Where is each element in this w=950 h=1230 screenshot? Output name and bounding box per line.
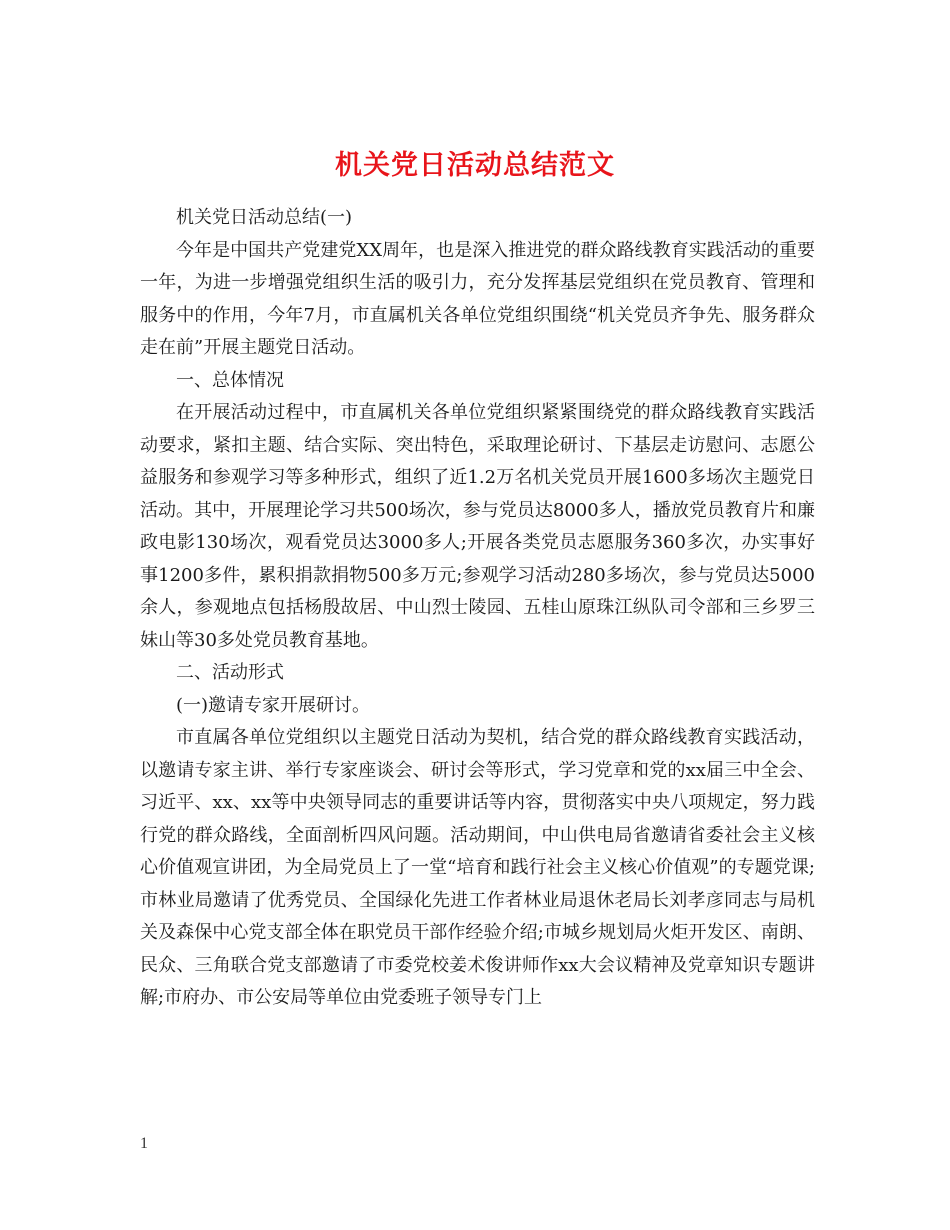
document-body	[140, 202, 815, 1015]
paragraph-overview: 在开展活动过程中，市直属机关各单位党组织紧紧围绕党的群众路线教育实践活动要求，紧扣主题、结合实际、突出特色，采取理论研讨、下基层走访慰问、志愿公益服务和参观学习等多种形式，组织了近1.2万名机关党员开展1600多场次主题党日活动。其中，开展理论学习共500场次，参与党员达8000多人，播放党员教育片和廉政电影130场次，观看党员达3000多人;开展各类党员志愿服务360多次，办实事好事1200多件，累积捐款捐物500多万元;参观学习活动280多场次，参与党员达5000余人，参观地点包括杨殷故居、中山烈士陵园、五桂山原珠江纵队司令部和三乡罗三妹山等30多处党员教育基地。	[140, 402, 815, 651]
paragraph-experts: 市直属各单位党组织以主题党日活动为契机，结合党的群众路线教育实践活动，以邀请专家主讲、举行专家座谈会、研讨会等形式，学习党章和党的xx届三中全会、习近平、xx、xx等中央领导同志的重要讲话等内容，贯彻落实中央八项规定，努力践行党的群众路线，全面剖析四风问题。活动期间，中山供电局省邀请省委社会主义核心价值观宣讲团，为全局党员上了一堂“培育和践行社会主义核心价值观”的专题党课;市林业局邀请了优秀党员、全国绿化先进工作者林业局退休老局长刘孝彦同志与局机关及森保中心党支部全体在职党员干部作经验介绍;市城乡规划局火炬开发区、南朗、民众、三角联合党支部邀请了市委党校姜术俊讲师作xx大会议精神及党章知识专题讲解;市府办、市公安局等单位由党委班子领导专门上	[140, 727, 815, 1008]
subsection-heading-experts: (一)邀请专家开展研讨。	[176, 694, 371, 716]
section-heading-activity-forms: 二、活动形式	[176, 662, 284, 683]
paragraph-heading-summary: 机关党日活动总结(一)	[176, 207, 353, 228]
page-number: 1	[140, 1135, 148, 1152]
paragraph-intro: 今年是中国共产党建党XX周年，也是深入推进党的群众路线教育实践活动的重要一年，为进一步增强党组织生活的吸引力，充分发挥基层党组织在党员教育、管理和服务中的作用，今年7月，市直属机关各单位党组织围绕“机关党员齐争先、服务群众走在前”开展主题党日活动。	[140, 239, 815, 358]
section-heading-overview: 一、总体情况	[176, 369, 284, 391]
document-title: 机关党日活动总结范文	[335, 150, 615, 182]
